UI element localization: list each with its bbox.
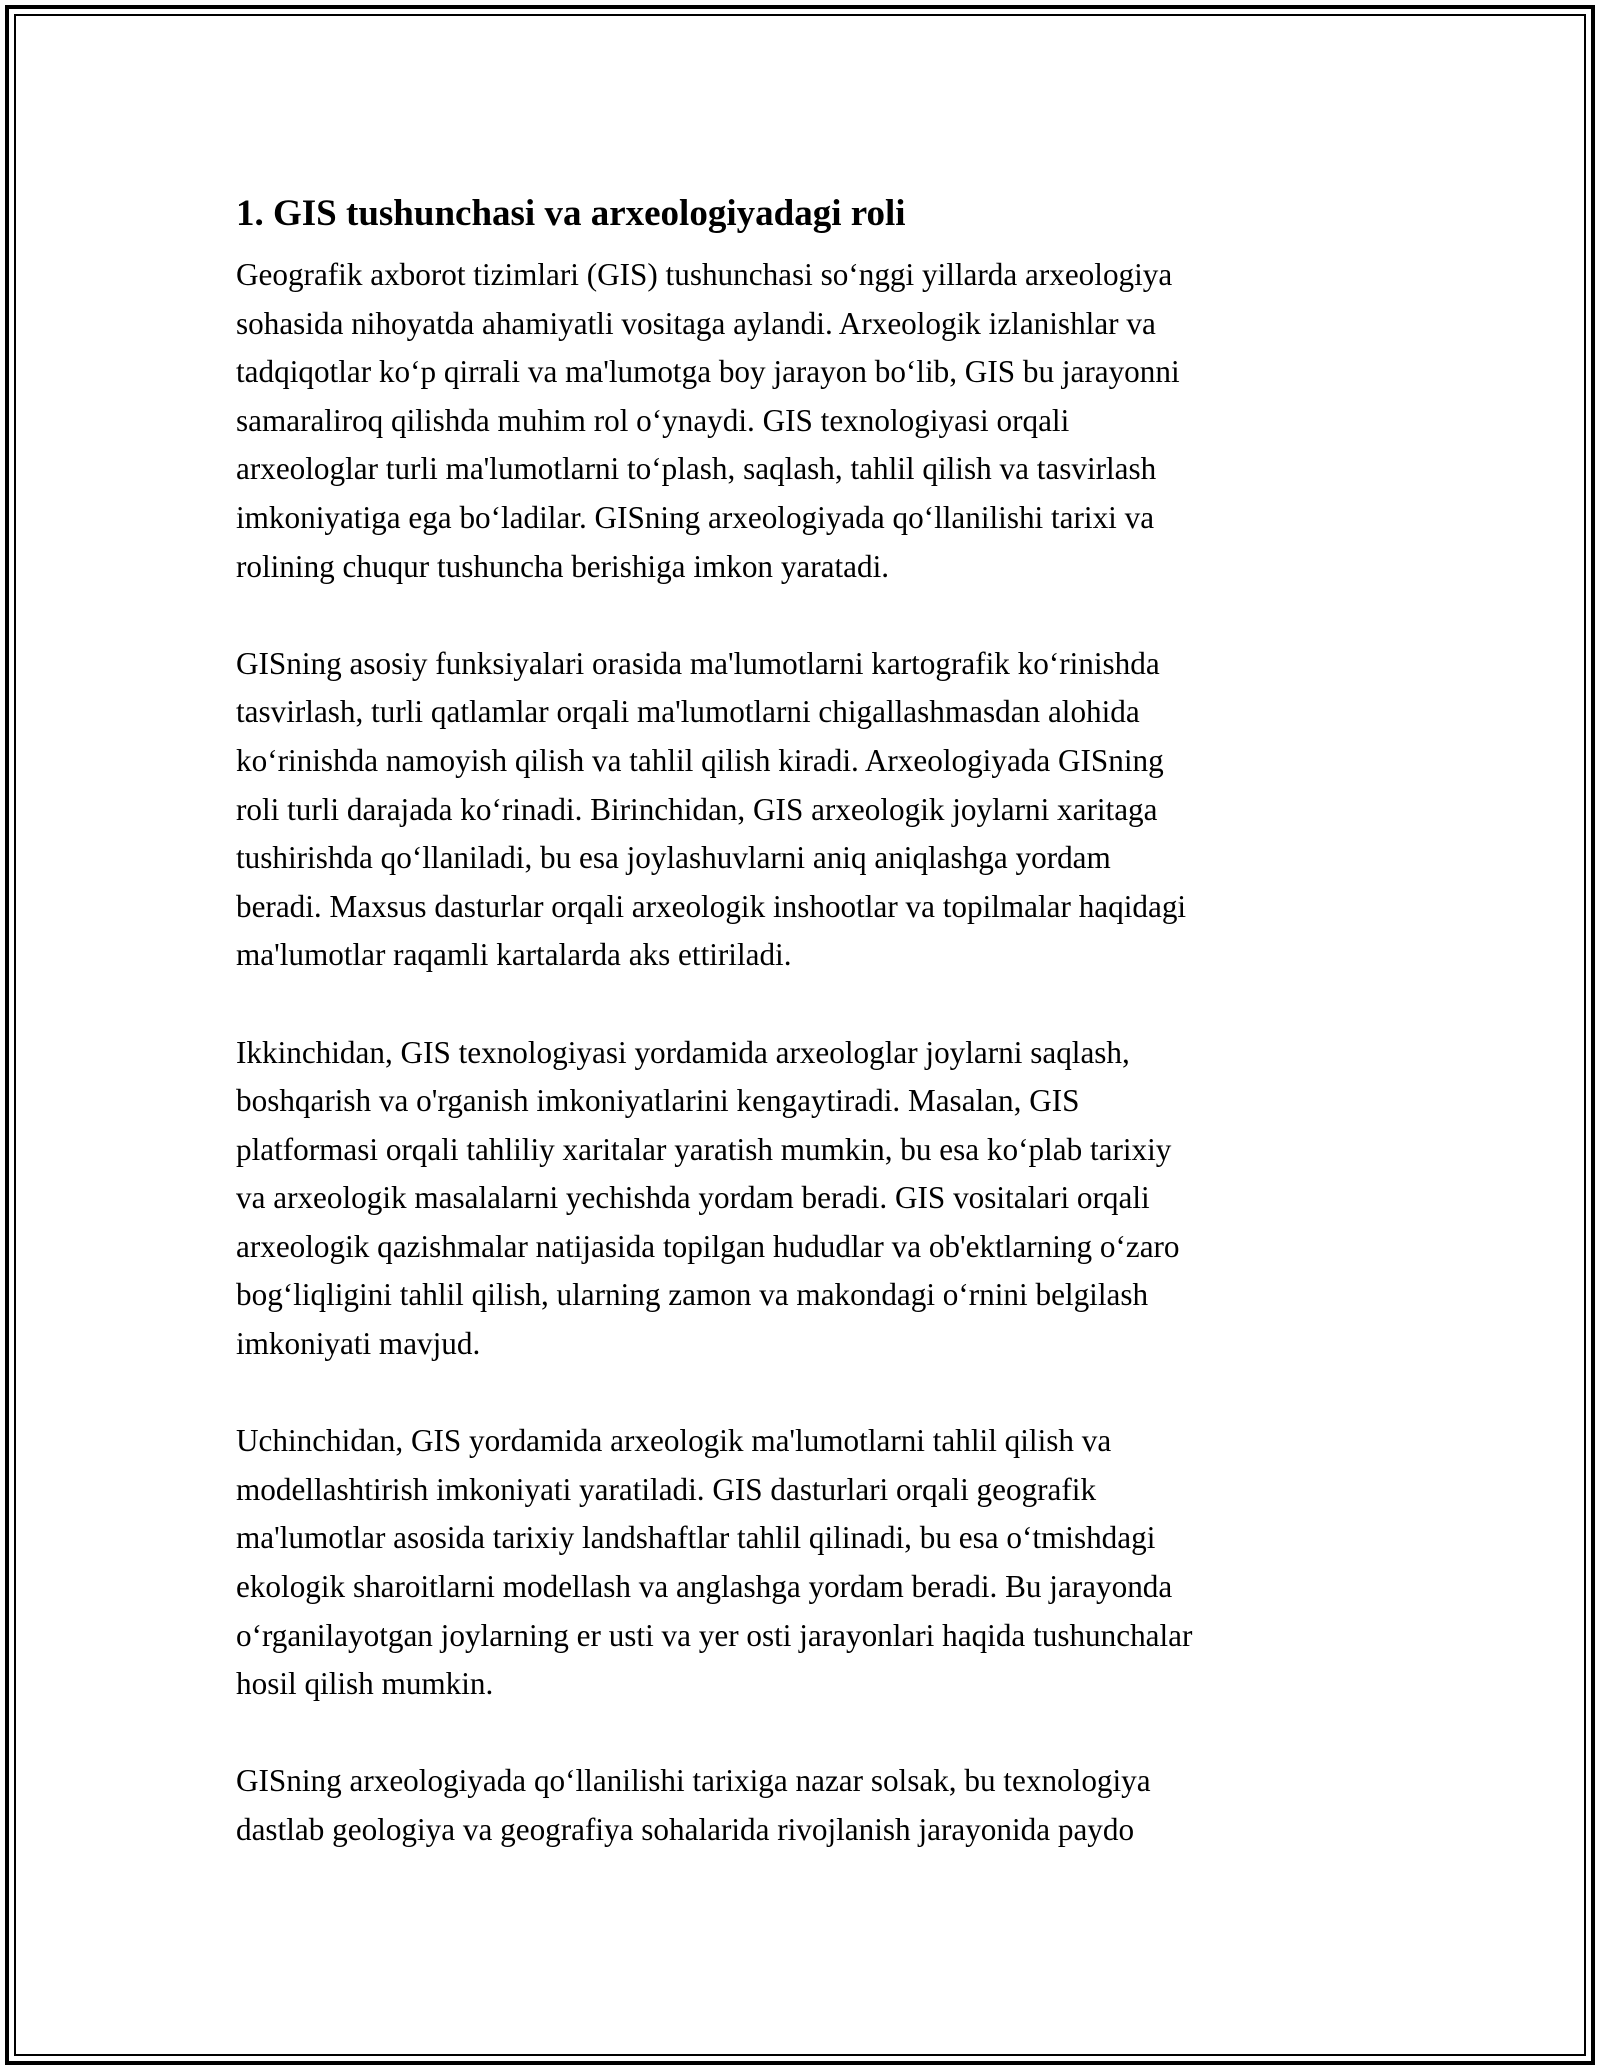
text-line: hosil qilish mumkin. [236,1666,494,1702]
text-line: beradi. Maxsus dasturlar orqali arxeologik inshootlar va topilmalar haqidagi [236,888,1187,924]
text-line: boshqarish va o'rganish imkoniyatlarini kengaytiradi. Masalan, GIS [236,1083,1080,1119]
text-line: imkoniyati mavjud. [236,1326,481,1362]
text-line: platformasi orqali tahliliy xaritalar yaratish mumkin, bu esa ko‘plab tarixiy [236,1131,1172,1167]
text-line: dastlab geologiya va geografiya sohalarida rivojlanish jarayonida paydo [236,1812,1135,1847]
text-line: sohasida nihoyatda ahamiyatli vositaga aylandi. Arxeologik izlanishlar va [236,305,1156,341]
paragraph-1 [236,251,1376,591]
text-line: roli turli darajada ko‘rinadi. Birinchidan, GIS arxeologik joylarni xaritaga [236,791,1158,827]
text-line: samaraliroq qilishda muhim rol o‘ynaydi. GIS texnologiyasi orqali [236,402,1070,438]
text-line: tushirishda qo‘llaniladi, bu esa joylashuvlarni aniq aniqlashga yordam [236,840,1111,876]
text-line: bog‘liqligini tahlil qilish, ularning zamon va makondagi o‘rnini belgilash [236,1277,1149,1313]
text-line: Ikkinchidan, GIS texnologiyasi yordamida arxeologlar joylarni saqlash, [236,1034,1130,1070]
text-line: rolining chuqur tushuncha berishiga imkon yaratadi. [236,548,890,584]
document-body [236,185,1376,1903]
text-line: Geografik axborot tizimlari (GIS) tushunchasi so‘nggi yillarda arxeologiya [236,257,1173,292]
text-line: arxeologik qazishmalar natijasida topilgan hududlar va ob'ektlarning o‘zaro [236,1228,1180,1264]
paragraph-4 [236,1417,1376,1709]
text-line: ma'lumotlar asosida tarixiy landshaftlar tahlil qilinadi, bu esa o‘tmishdagi [236,1520,1156,1556]
section-heading: 1. GIS tushunchasi va arxeologiyadagi roli [236,193,906,234]
text-line: ekologik sharoitlarni modellash va anglashga yordam beradi. Bu jarayonda [236,1569,1173,1605]
text-line: GISning arxeologiyada qo‘llanilishi tarixiga nazar solsak, bu texnologiya [236,1763,1151,1799]
text-line: tadqiqotlar ko‘p qirrali va ma'lumotga boy jarayon bo‘lib, GIS bu jarayonni [236,354,1180,390]
text-line: ma'lumotlar raqamli kartalarda aks ettiriladi. [236,937,792,973]
text-line: arxeologlar turli ma'lumotlarni to‘plash, saqlash, tahlil qilish va tasvirlash [236,451,1157,487]
text-line: va arxeologik masalalarni yechishda yordam beradi. GIS vositalari orqali [236,1180,1150,1216]
text-line: Uchinchidan, GIS yordamida arxeologik ma'lumotlarni tahlil qilish va [236,1423,1112,1459]
paragraph-3 [236,1029,1376,1369]
text-line: modellashtirish imkoniyati yaratiladi. GIS dasturlari orqali geografik [236,1471,1097,1507]
text-line: ko‘rinishda namoyish qilish va tahlil qilish kiradi. Arxeologiyada GISning [236,742,1164,778]
text-line: o‘rganilayotgan joylarning er usti va yer osti jarayonlari haqida tushunchalar [236,1617,1193,1653]
text-line: GISning asosiy funksiyalari orasida ma'lumotlarni kartografik ko‘rinishda [236,645,1160,681]
text-line: tasvirlash, turli qatlamlar orqali ma'lumotlarni chigallashmasdan alohida [236,694,1140,730]
text-line: imkoniyatiga ega bo‘ladilar. GISning arxeologiyada qo‘llanilishi tarixi va [236,499,1155,535]
paragraph-2 [236,640,1376,980]
paragraph-5 [236,1757,1376,1854]
